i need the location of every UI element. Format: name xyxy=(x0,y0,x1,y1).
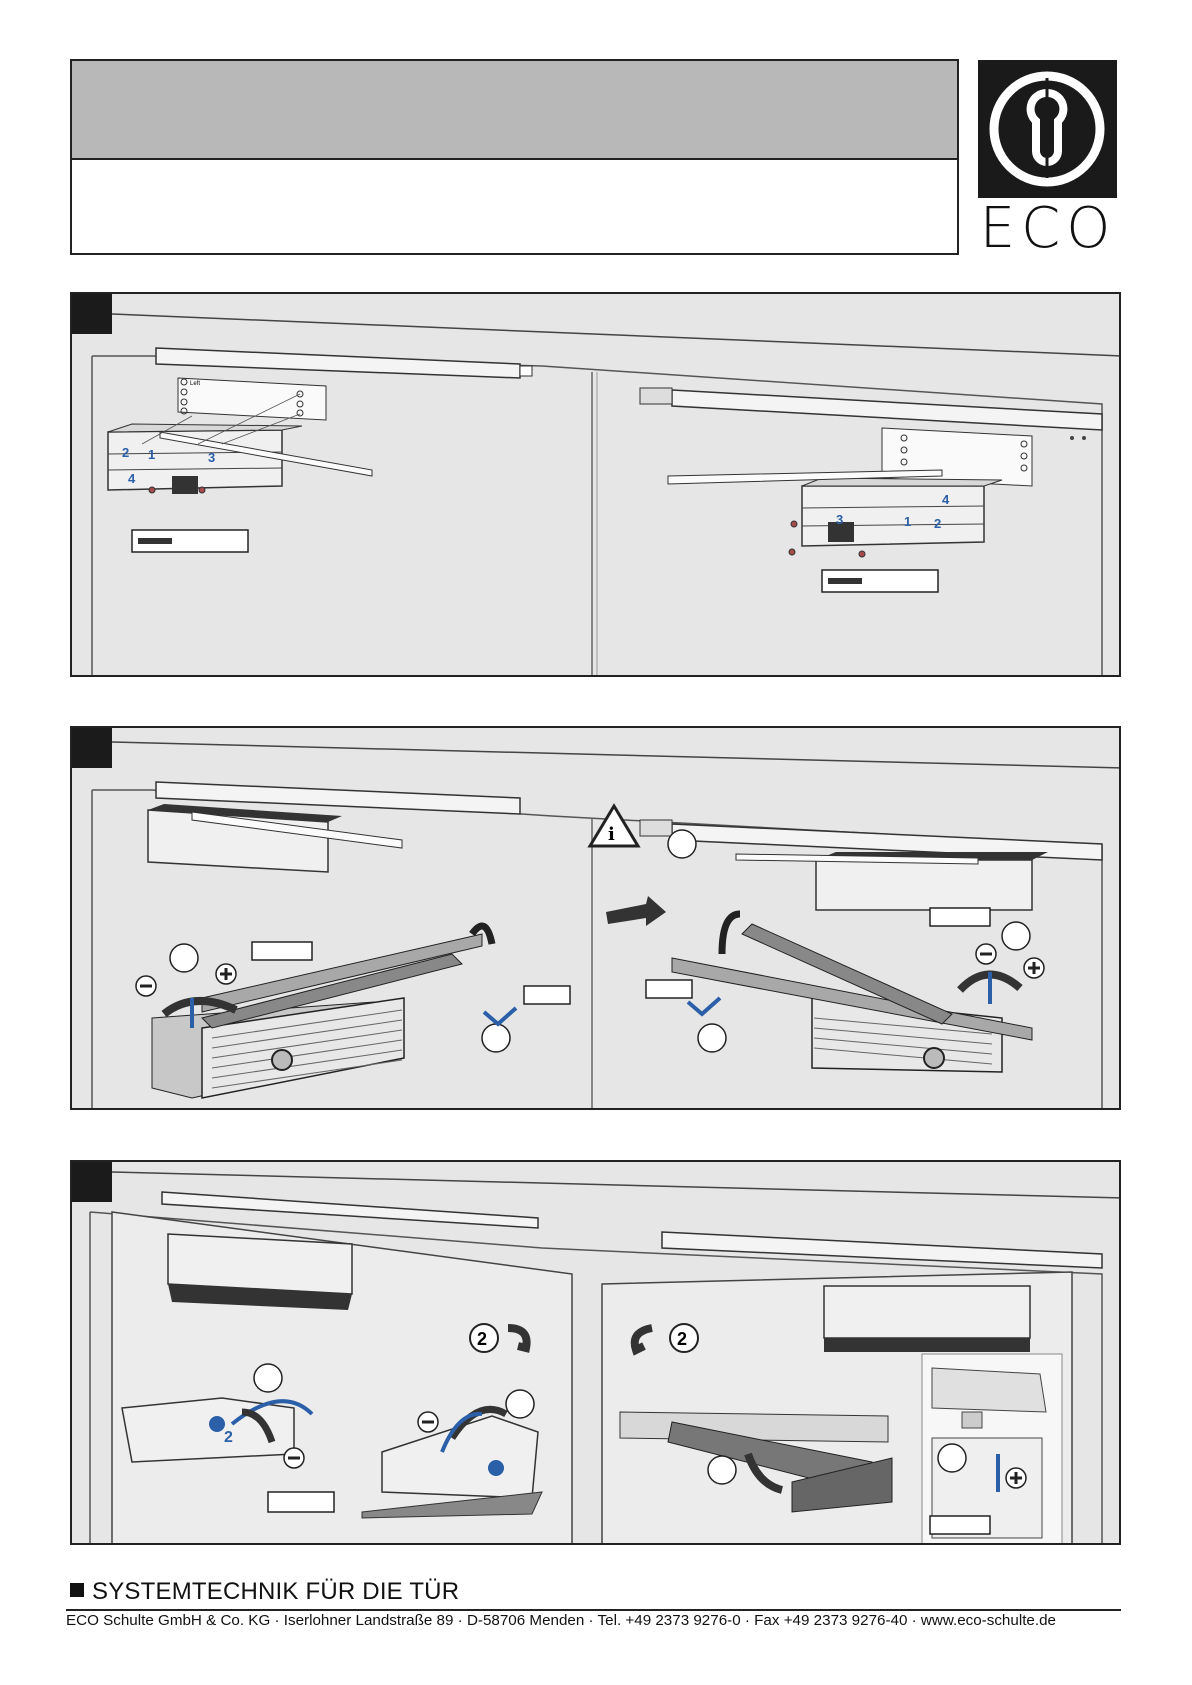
svg-text:i: i xyxy=(608,824,615,845)
callout-number: 1 xyxy=(904,514,912,529)
step-marker-circle xyxy=(506,1390,534,1418)
step-marker-circle xyxy=(698,1024,726,1052)
step-marker-circle xyxy=(708,1456,736,1484)
callout-number: 4 xyxy=(128,471,136,486)
step-marker-circle xyxy=(938,1444,966,1472)
plate-label: Left xyxy=(190,381,201,387)
header-title-band xyxy=(72,61,957,160)
step-marker-circle xyxy=(254,1364,282,1392)
document-header-box xyxy=(70,59,959,255)
step-marker-circle xyxy=(1002,922,1030,950)
footer-title xyxy=(70,1577,459,1607)
callout-number: 2 xyxy=(934,516,942,531)
step-marker-label: 2 xyxy=(477,1329,488,1349)
speed-adjustment-illustration xyxy=(72,1162,1121,1545)
footer-square-bullet-icon xyxy=(70,1583,84,1597)
footer-address: ECO Schulte GmbH & Co. KG · Iserlohner Landstraße 89 · D-58706 Menden · Tel. +49 2373 9276-0 · Fax +49 2373 9276-40 · www.eco-schulte.de xyxy=(66,1612,1056,1629)
callout-number: 3 xyxy=(208,450,216,465)
callout-number: 3 xyxy=(836,512,844,527)
step-panel-2 xyxy=(70,726,1121,1110)
closer-mounting-illustration xyxy=(72,294,1121,677)
step-marker-circle xyxy=(170,944,198,972)
step-marker-label: 2 xyxy=(677,1329,688,1349)
step-panel-3 xyxy=(70,1160,1121,1545)
step-marker-circle xyxy=(668,830,696,858)
callout-number: 4 xyxy=(942,492,950,507)
step-marker-circle xyxy=(482,1024,510,1052)
callout-number: 2 xyxy=(122,445,130,460)
arm-adjustment-illustration xyxy=(72,728,1121,1110)
callout-number: 1 xyxy=(148,447,156,462)
eco-logo-mark xyxy=(978,60,1117,198)
footer-title-text: SYSTEMTECHNIK FÜR DIE TÜR xyxy=(92,1578,460,1605)
detail-marker: 2 xyxy=(224,1429,233,1446)
step-panel-1 xyxy=(70,292,1121,677)
eco-logo-text: ECO xyxy=(979,196,1117,261)
cylinder-lock-keyhole-icon xyxy=(978,60,1117,198)
